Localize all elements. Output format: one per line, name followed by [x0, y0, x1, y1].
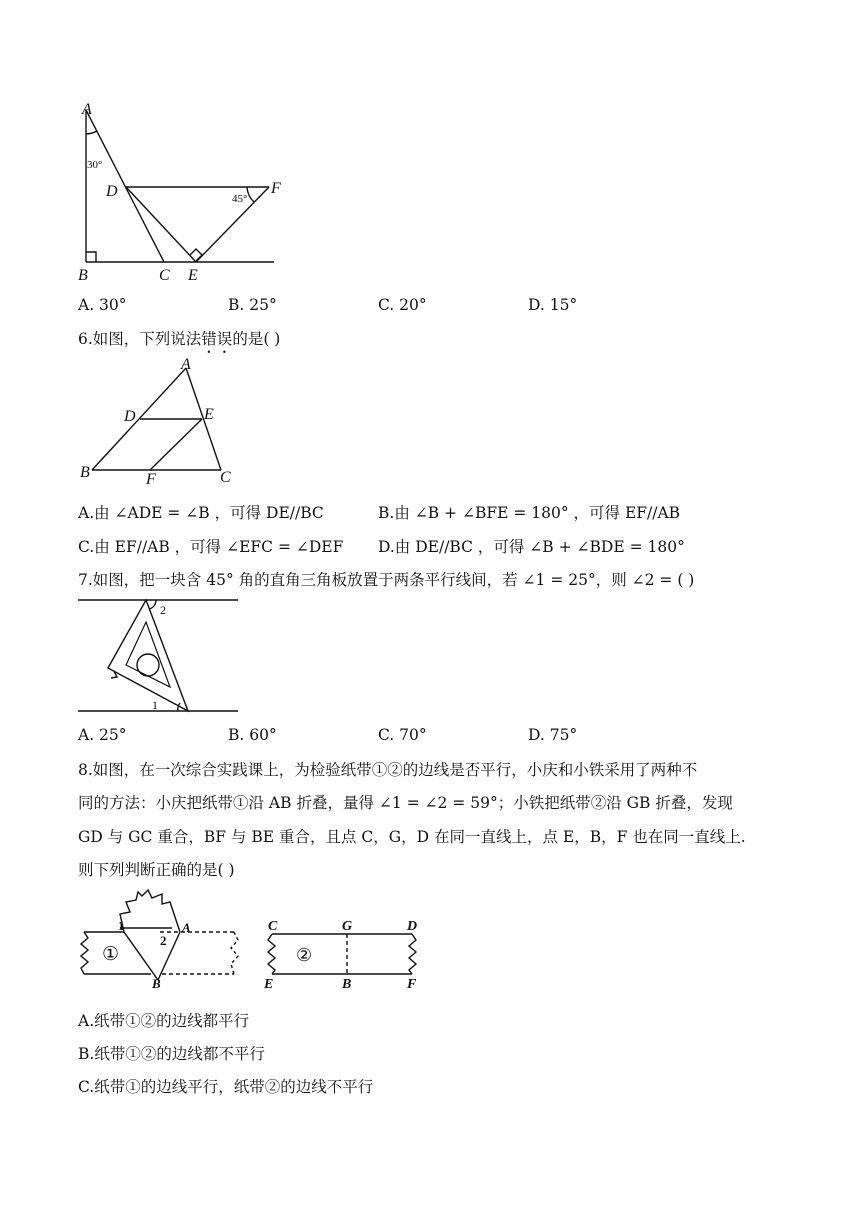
q6-option-c: C.由 EF//AB ，可得 ∠EFC = ∠DEF	[78, 538, 344, 556]
q8-strip1-label-2: 2	[160, 933, 167, 948]
q8-strip2-circled-2: ②	[296, 945, 313, 965]
q5-label-f: F	[271, 180, 281, 197]
q8-strip1-circled-1: ①	[102, 944, 120, 965]
q8-strip2-label-b: B	[342, 977, 352, 992]
q5-angle-45: 45°	[232, 193, 248, 205]
q8-strip2-label-e: E	[264, 977, 274, 992]
q8-stem-line-4: 则下列判断正确的是( )	[78, 861, 235, 879]
q7-option-c: C. 70°	[378, 726, 427, 744]
q8-strip2-label-g: G	[342, 919, 353, 934]
q6-label-a: A	[181, 356, 191, 373]
q6-option-d: D.由 DE//BC ，可得 ∠B + ∠BDE = 180°	[378, 538, 685, 556]
q6-label-e: E	[204, 406, 214, 423]
q7-option-d: D. 75°	[528, 726, 578, 744]
q8-option-a: A.纸带①②的边线都平行	[78, 1012, 250, 1030]
q5-option-a: A. 30°	[78, 296, 127, 314]
q6-label-d: D	[124, 408, 136, 425]
q5-label-e: E	[188, 267, 198, 284]
q7-option-a: A. 25°	[78, 726, 127, 744]
q6-option-b: B.由 ∠B + ∠BFE = 180° ，可得 EF//AB	[378, 504, 681, 522]
q5-option-c: C. 20°	[378, 296, 427, 314]
q7-figure	[76, 592, 246, 716]
q8-strip2-label-c: C	[268, 919, 278, 934]
q5-figure	[74, 100, 294, 300]
q6-option-a: A.由 ∠ADE = ∠B ，可得 DE//BC	[78, 504, 324, 522]
q8-figure-strip-1	[76, 888, 246, 991]
q6-label-b: B	[80, 464, 90, 481]
q6-figure	[78, 356, 248, 486]
q8-strip1-label-b: B	[152, 976, 161, 991]
q7-option-b: B. 60°	[228, 726, 277, 744]
q6-label-c: C	[220, 469, 231, 486]
q7-stem: 7.如图，把一块含 45° 角的直角三角板放置于两条平行线间，若 ∠1 = 25°，则 ∠2 = ( )	[78, 571, 695, 589]
q8-stem-line-3: GD 与 GC 重合，BF 与 BE 重合，且点 C，G，D 在同一直线上，点 E，B，F 也在同一直线上.	[78, 828, 746, 846]
q5-label-d: D	[106, 183, 118, 200]
q6-stem-emphasis: 错误	[201, 330, 233, 348]
q8-option-c: C.纸带①的边线平行，纸带②的边线不平行	[78, 1078, 374, 1096]
q5-option-d: D. 15°	[528, 296, 578, 314]
q7-label-2: 2	[160, 603, 166, 617]
q7-label-1: 1	[152, 698, 158, 712]
q8-strip2-label-d: D	[407, 919, 418, 934]
q8-figure-strip-2	[262, 908, 432, 1008]
q6-stem-pre: 6.如图，下列说法	[78, 330, 202, 348]
q8-strip2-label-f: F	[407, 977, 417, 992]
q8-option-b: B.纸带①②的边线都不平行	[78, 1045, 265, 1063]
q8-strip1-label-a: A	[182, 920, 191, 935]
q8-strip1-label-1: 1	[118, 918, 125, 933]
q5-angle-30: 30°	[87, 159, 103, 171]
q5-label-a: A	[82, 101, 92, 118]
q6-label-f: F	[146, 471, 156, 488]
q6-stem	[78, 327, 280, 357]
q6-stem-post: 的是( )	[232, 330, 281, 348]
q8-stem-line-1: 8.如图，在一次综合实践课上，为检验纸带①②的边线是否平行，小庆和小铁采用了两种不	[78, 761, 698, 779]
q5-option-b: B. 25°	[228, 296, 277, 314]
q8-stem-line-2: 同的方法：小庆把纸带①沿 AB 折叠，量得 ∠1 = ∠2 = 59°；小铁把纸带②沿 GB 折叠，发现	[78, 794, 733, 812]
q5-label-b: B	[78, 267, 88, 284]
q5-label-c: C	[159, 267, 170, 284]
